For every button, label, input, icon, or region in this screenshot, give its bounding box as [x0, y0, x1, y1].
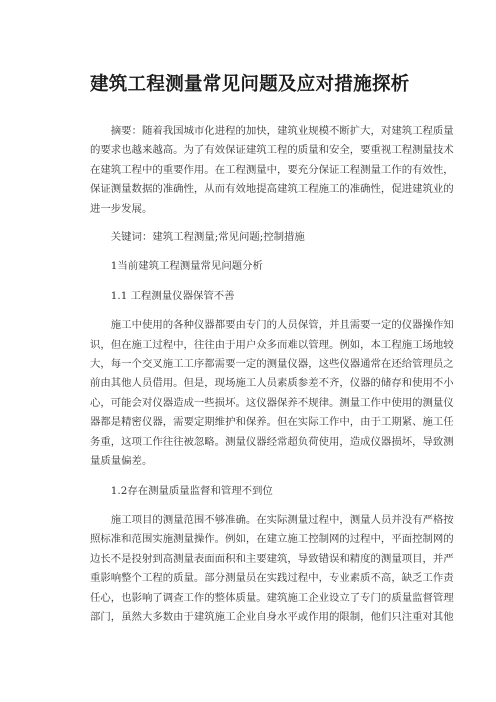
abstract-line: 摘要：随着我国城市化进程的加快，建筑业规模不断扩大，对建筑工程质量 [110, 125, 454, 137]
abstract-line: 进一步发展。 [90, 202, 153, 215]
body-line: 施工项目的测量范围不够准确。在实际测量过程中，测量人员并没有严格按 [110, 513, 454, 526]
body-line: 照标准和范围实施测量操作。例如，在建立施工控制网的过程中，平面控制网的 [90, 533, 454, 546]
body-line: 务重，这项工作往往被忽略。测量仪器经常超负荷使用，造成仪器损坏，导致测 [90, 435, 454, 448]
body-line: 前由其他人员借用。但是，现场施工人员素质参差不齐，仪器的储存和使用不小 [90, 377, 454, 390]
body-line: 边长不是投射到高测量表面面积和主要建筑，导致错误和精度的测量项目，并严 [90, 552, 454, 565]
body-line: 任心，也影响了调查工作的整体质量。建筑施工企业设立了专门的质量监督管理 [90, 591, 454, 604]
section-heading-1: 1当前建筑工程测量常见问题分析 [110, 260, 263, 273]
body-line: 识，但在施工过程中，往往由于用户众多而难以管理。例如，本工程施工场地较 [90, 338, 454, 351]
keywords-line: 关键词：建筑工程测量;常见问题;控制措施 [110, 231, 305, 244]
abstract-line: 保证测量数据的准确性，从而有效地提高建筑工程施工的准确性，促进建筑业的 [90, 183, 454, 196]
document-title: 建筑工程测量常见问题及应对措施探析 [90, 74, 410, 95]
body-line: 心，可能会对仪器造成一些损坏。这仪器保养不规律。测量工作中使用的测量仪 [90, 396, 454, 409]
abstract-paragraph [90, 122, 454, 219]
abstract-line: 在建筑工程中的重要作用。在工程测量中，要充分保证工程测量工作的有效性， [90, 163, 454, 176]
body-line: 器都是精密仪器，需要定期维护和保养。但在实际工作中，由于工期紧、施工任 [90, 416, 454, 429]
document-body [90, 122, 454, 627]
body-line: 施工中使用的各种仪器都要由专门的人员保管，并且需要一定的仪器操作知 [110, 319, 454, 332]
section-1-2-paragraph [90, 511, 454, 627]
body-line: 大，每一个交叉施工工序都需要一定的测量仪器，这些仪器通常在还给管理员之 [90, 358, 454, 371]
body-line: 量质量偏差。 [90, 455, 153, 468]
body-line: 重影响整个工程的质量。部分测量员在实践过程中，专业素质不高，缺乏工作责 [90, 572, 454, 585]
section-heading-1-1: 1.1 工程测量仪器保管不善 [110, 289, 235, 302]
abstract-line: 的要求也越来越高。为了有效保证建筑工程的质量和安全，要重视工程测量技术 [90, 144, 454, 157]
section-heading-1-2: 1.2存在测量质量监督和管理不到位 [110, 484, 273, 497]
body-line: 部门，虽然大多数由于建筑施工企业自身水平或作用的限制，他们只注重对其他 [90, 610, 454, 623]
section-1-1-paragraph [90, 316, 454, 471]
